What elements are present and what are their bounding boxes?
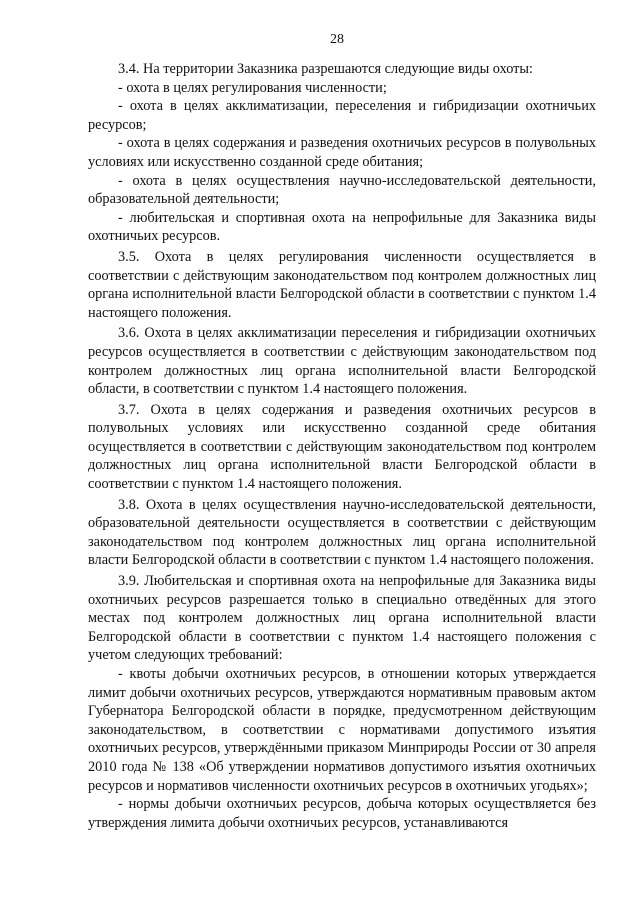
- page-number: 28: [330, 32, 344, 47]
- paragraph-3-5: 3.5. Охота в целях регулирования численности осуществляется в соответствии с действующим законодательством под контролем должностных лиц органа исполнительной власти Белгородской области в соответствии с пунктом 1.4 настоящего положения.: [88, 248, 596, 321]
- list-item-acclimatization: - охота в целях акклиматизации, переселения и гибридизации охотничьих ресурсов;: [88, 98, 596, 133]
- paragraph-3-6: 3.6. Охота в целях акклиматизации переселения и гибридизации охотничьих ресурсов осуществляется в соответствии с действующим законодательством под контролем должностных лиц органа исполнительной власти Белгородской области, в соответствии с пунктом 1.4 настоящего положения.: [88, 325, 596, 398]
- list-item-research: - охота в целях осуществления научно-исследовательской деятельности, образовательной деятельности;: [88, 172, 596, 208]
- list-item-sport: - любительская и спортивная охота на непрофильные для Заказника виды охотничьих ресурсов.: [88, 209, 596, 245]
- list-item-breeding: - охота в целях содержания и разведения охотничьих ресурсов в полувольных условиях или искусственно созданной среде обитания;: [88, 135, 596, 170]
- list-item-regulation: - охота в целях регулирования численности;: [118, 79, 387, 96]
- paragraph-3-4: 3.4. На территории Заказника разрешаются следующие виды охоты:: [118, 61, 533, 77]
- paragraph-3-9: 3.9. Любительская и спортивная охота на непрофильные для Заказника виды охотничьих ресурсов разрешается только в специально отведённых для этого местах под контролем должностных лиц органа исполнительной власти Белгородской области в соответствии с пунктом 1.4 настоящего положения с учетом следующих требований:: [88, 573, 596, 664]
- list-item-norms: - нормы добычи охотничьих ресурсов, добыча которых осуществляется без утверждения лимита добычи охотничьих ресурсов, устанавливаются: [88, 796, 596, 831]
- paragraph-3-7: 3.7. Охота в целях содержания и разведения охотничьих ресурсов в полувольных условиях или искусственно созданной среде обитания осуществляется в соответствии с действующим законодательством под контролем должностных лиц органа исполнительной власти Белгородской области в соответствии с пунктом 1.4 настоящего положения.: [88, 401, 596, 493]
- list-item-quotas: - квоты добычи охотничьих ресурсов, в отношении которых утверждается лимит добычи охотничьих ресурсов, утверждаются нормативным правовым актом Губернатора Белгородской области в порядке, предусмотренном действующим законодательством, в соответствии с нормативами допустимого изъятия охотничьих ресурсов, утверждёнными приказом Минприроды России от 30 апреля 2010 года № 138 «Об утверждении нормативов допустимого изъятия охотничьих ресурсов и нормативов численности охотничьих ресурсов в охотничьих угодьях»;: [88, 666, 596, 794]
- paragraph-3-8: 3.8. Охота в целях осуществления научно-исследовательской деятельности, образовательной деятельности осуществляется в соответствии с действующим законодательством под контролем должностных лиц органа исполнительной власти Белгородской области в соответствии с пунктом 1.4 настоящего положения.: [88, 496, 596, 569]
- document-body: [88, 60, 596, 832]
